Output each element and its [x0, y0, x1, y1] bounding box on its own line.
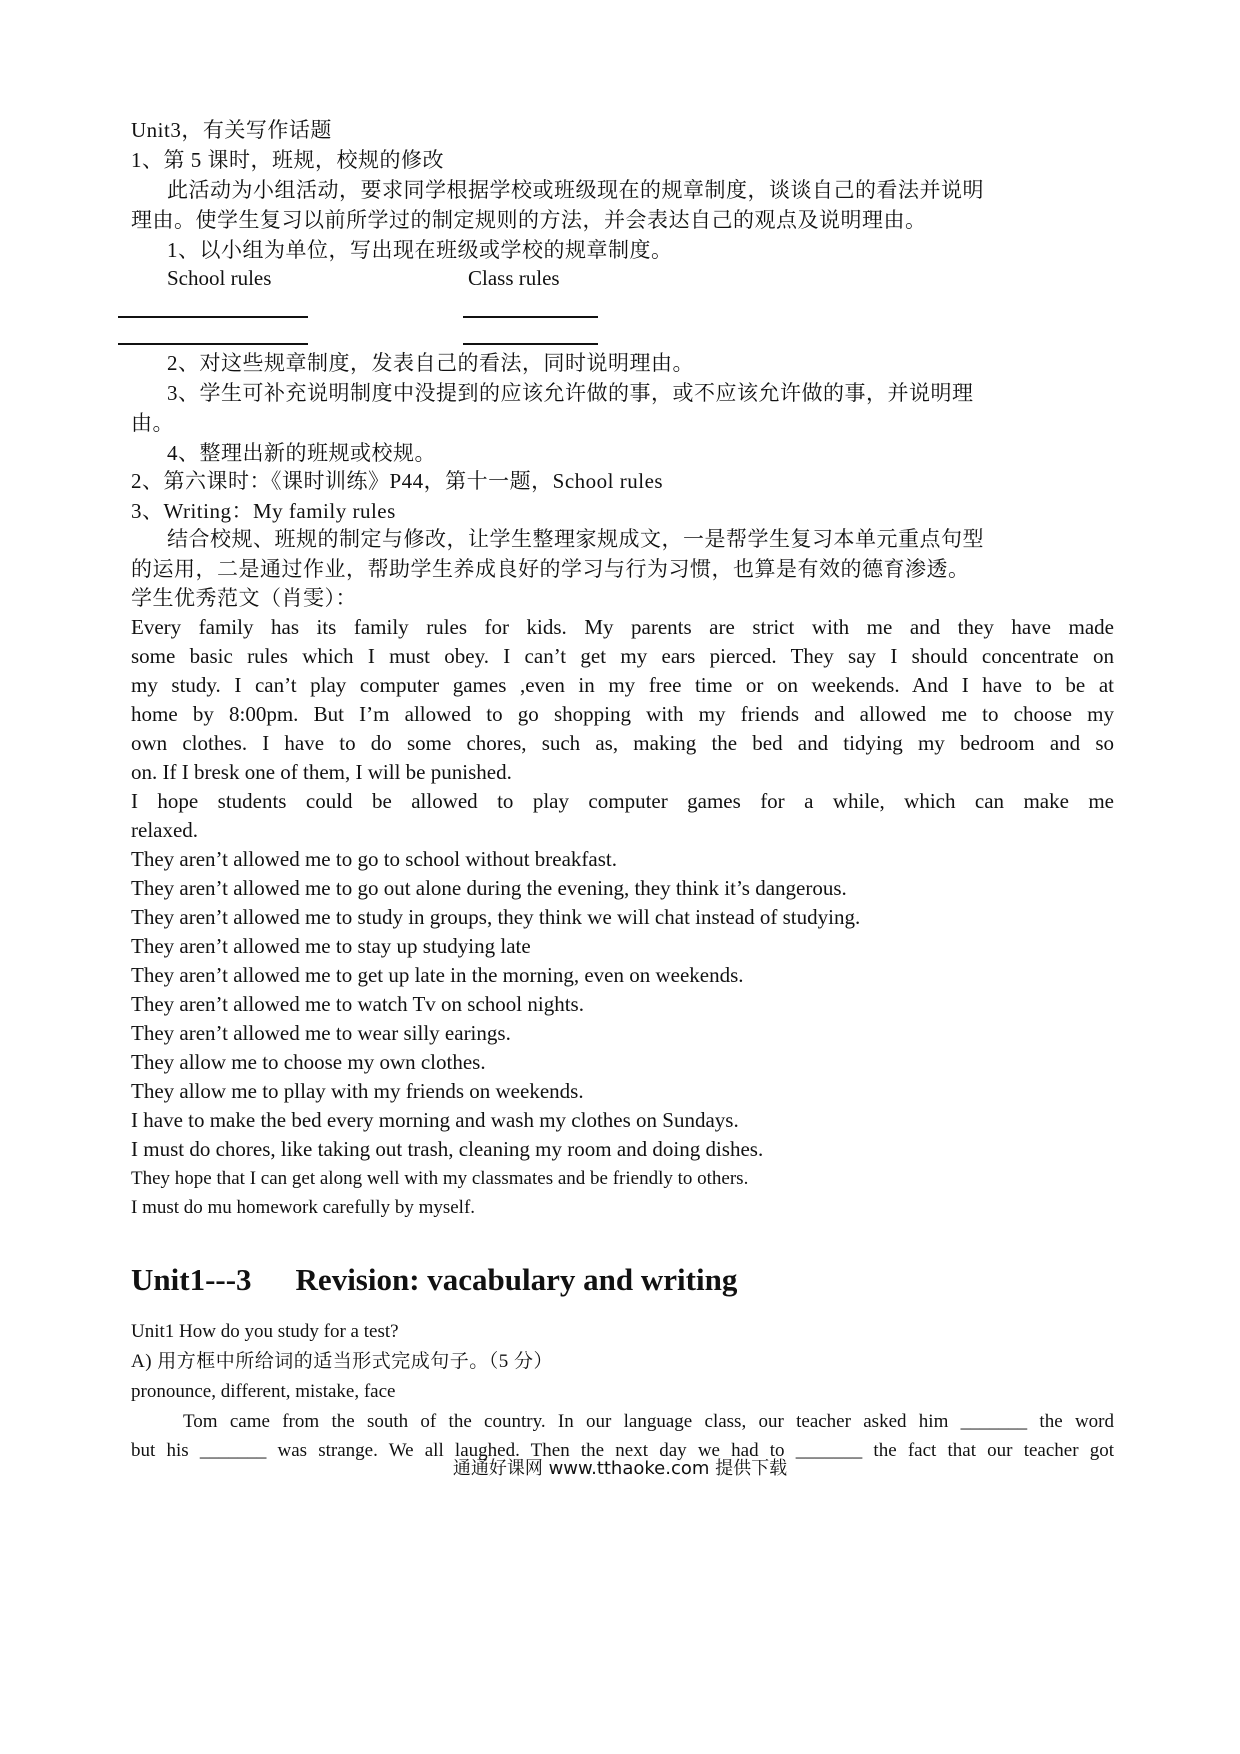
revision-heading-unit: Unit1---3: [131, 1262, 252, 1297]
rule-line: They aren’t allowed me to go to school without breakfast.: [131, 847, 617, 871]
section-title: Unit3，有关写作话题: [131, 118, 332, 142]
rule-line: They aren’t allowed me to stay up studying late: [131, 934, 531, 958]
item-2-heading: 2、第六课时：《课时训练》P44，第十一题，School rules: [131, 469, 664, 493]
intro-line: 结合校规、班规的制定与修改，让学生整理家规成文，一是帮学生复习本单元重点句型: [167, 527, 984, 551]
passage-line: Tom came from the south of the country. In our language class, our teacher asked him _______ the word: [183, 1411, 1114, 1432]
unit-question: Unit1 How do you study for a test?: [131, 1321, 399, 1342]
essay-line: home by 8:00pm. But I’m allowed to go shopping with my friends and allowed me to choose my: [131, 702, 1114, 726]
school-rules-label: School rules: [167, 266, 272, 290]
essay-line: some basic rules which I must obey. I can’t get my ears pierced. They say I should concentrate on: [131, 644, 1114, 668]
rule-line: They aren’t allowed me to watch Tv on school nights.: [131, 992, 584, 1016]
rule-line: They aren’t allowed me to go out alone during the evening, they think it’s dangerous.: [131, 876, 847, 900]
school-rules-blank-line: [118, 343, 308, 345]
essay-line: I hope students could be allowed to play computer games for a while, which can make me: [131, 789, 1114, 813]
class-rules-blank-line: [463, 343, 598, 345]
step-4: 4、整理出新的班规或校规。: [167, 441, 436, 465]
revision-heading: [131, 1260, 737, 1300]
rule-line: They aren’t allowed me to study in groups, they think we will chat instead of studying.: [131, 905, 861, 929]
rule-line-small: I must do mu homework carefully by myself.: [131, 1197, 476, 1218]
step-1: 1、以小组为单位，写出现在班级或学校的规章制度。: [167, 238, 673, 262]
essay-title: 学生优秀范文（肖雯）：: [131, 586, 357, 610]
revision-heading-title: Revision: vacabulary and writing: [295, 1262, 738, 1297]
rule-line: I have to make the bed every morning and wash my clothes on Sundays.: [131, 1108, 739, 1132]
class-rules-label: Class rules: [468, 266, 560, 290]
rule-line: They aren’t allowed me to get up late in the morning, even on weekends.: [131, 963, 744, 987]
description-line: 此活动为小组活动，要求同学根据学校或班级现在的规章制度，谈谈自己的看法并说明: [167, 178, 984, 202]
item-3-heading: 3、Writing：My family rules: [131, 499, 396, 523]
rule-line: I must do chores, like taking out trash, cleaning my room and doing dishes.: [131, 1137, 764, 1161]
step-2: 2、对这些规章制度，发表自己的看法，同时说明理由。: [167, 351, 694, 375]
essay-line: relaxed.: [131, 818, 199, 842]
rule-line-small: They hope that I can get along well with my classmates and be friendly to others.: [131, 1168, 749, 1189]
page-footer: 通通好课网 www.tthaoke.com 提供下载: [452, 1458, 788, 1479]
class-rules-blank-line: [463, 316, 598, 318]
task-a-instruction: A) 用方框中所给词的适当形式完成句子。（5 分）: [131, 1351, 554, 1372]
school-rules-blank-line: [118, 316, 308, 318]
item-1-heading: 1、第 5 课时，班规，校规的修改: [131, 148, 444, 172]
rule-line: They allow me to choose my own clothes.: [131, 1050, 486, 1074]
rule-line: They allow me to pllay with my friends on weekends.: [131, 1079, 584, 1103]
step-3: 3、学生可补充说明制度中没提到的应该允许做的事，或不应该允许做的事，并说明理: [167, 381, 974, 405]
essay-line: on. If I bresk one of them, I will be punished.: [131, 760, 512, 784]
passage-line: but his _______ was strange. We all laughed. Then the next day we had to _______ the fact that our teacher got: [131, 1440, 1114, 1461]
description-line: 理由。使学生复习以前所学过的制定规则的方法，并会表达自己的观点及说明理由。: [131, 208, 927, 232]
rule-line: They aren’t allowed me to wear silly earings.: [131, 1021, 511, 1045]
intro-line: 的运用，二是通过作业，帮助学生养成良好的学习与行为习惯，也算是有效的德育渗透。: [131, 557, 970, 581]
word-box: pronounce, different, mistake, face: [131, 1381, 396, 1402]
essay-line: own clothes. I have to do some chores, such as, making the bed and tidying my bedroom and so: [131, 731, 1114, 755]
step-3-cont: 由。: [131, 411, 174, 435]
essay-line: Every family has its family rules for kids. My parents are strict with me and they have made: [131, 615, 1114, 639]
essay-line: my study. I can’t play computer games ,even in my free time or on weekends. And I have to be at: [131, 673, 1114, 697]
